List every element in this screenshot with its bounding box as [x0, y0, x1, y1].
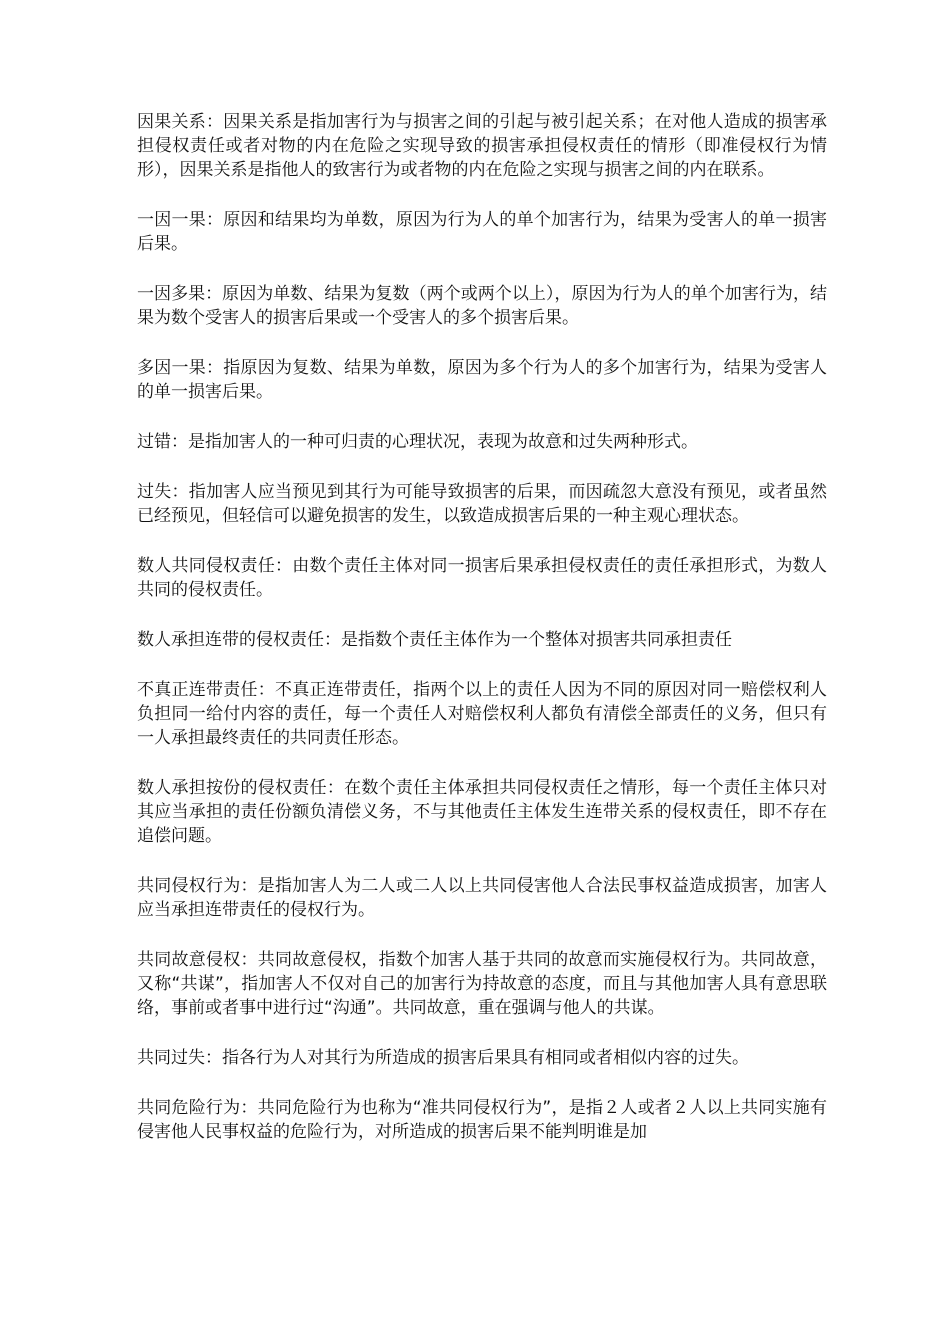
paragraph-joint-liability: 数人共同侵权责任：由数个责任主体对同一损害后果承担侵权责任的责任承担形式，为数人共同的侵权责任。 — [137, 556, 827, 600]
paragraph-one-cause-many-effects: 一因多果：原因为单数、结果为复数（两个或两个以上），原因为行为人的单个加害行为，结果为数个受害人的损害后果或一个受害人的多个损害后果。 — [137, 284, 827, 328]
paragraph-many-causes-one-effect: 多因一果：指原因为复数、结果为单数，原因为多个行为人的多个加害行为，结果为受害人的单一损害后果。 — [137, 358, 827, 402]
paragraph-causation: 因果关系：因果关系是指加害行为与损害之间的引起与被引起关系；在对他人造成的损害承担侵权责任或者对物的内在危险之实现导致的损害承担侵权责任的情形（即准侵权行为情形），因果关系是指他人的致害行为或者物的内在危险之实现与损害之间的内在联系。 — [137, 112, 827, 180]
paragraph-joint-tort: 共同侵权行为：是指加害人为二人或二人以上共同侵害他人合法民事权益造成损害，加害人应当承担连带责任的侵权行为。 — [137, 876, 827, 920]
paragraph-joint-negligence: 共同过失：指各行为人对其行为所造成的损害后果具有相同或者相似内容的过失。 — [137, 1048, 749, 1068]
paragraph-one-cause-one-effect: 一因一果：原因和结果均为单数，原因为行为人的单个加害行为，结果为受害人的单一损害后果。 — [137, 210, 827, 254]
paragraph-joint-intentional-tort: 共同故意侵权：共同故意侵权，指数个加害人基于共同的故意而实施侵权行为。共同故意，又称“共谋”，指加害人不仅对自己的加害行为持故意的态度，而且与其他加害人具有意思联络，事前或者事中进行过“沟通”。共同故意，重在强调与他人的共谋。 — [137, 950, 827, 1018]
paragraph-joint-several-liability: 数人承担连带的侵权责任：是指数个责任主体作为一个整体对损害共同承担责任 — [137, 630, 732, 650]
paragraph-non-genuine-joint-liability: 不真正连带责任：不真正连带责任，指两个以上的责任人因为不同的原因对同一赔偿权利人负担同一给付内容的责任，每一个责任人对赔偿权利人都负有清偿全部责任的义务，但只有一人承担最终责任的共同责任形态。 — [137, 680, 827, 748]
paragraph-proportionate-liability: 数人承担按份的侵权责任：在数个责任主体承担共同侵权责任之情形，每一个责任主体只对其应当承担的责任份额负清偿义务，不与其他责任主体发生连带关系的侵权责任，即不存在追偿问题。 — [137, 778, 827, 846]
document-page — [137, 110, 827, 1170]
paragraph-negligence: 过失：指加害人应当预见到其行为可能导致损害的后果，而因疏忽大意没有预见，或者虽然已经预见，但轻信可以避免损害的发生，以致造成损害后果的一种主观心理状态。 — [137, 482, 827, 526]
paragraph-joint-dangerous-act: 共同危险行为：共同危险行为也称为“准共同侵权行为”，是指２人或者２人以上共同实施有侵害他人民事权益的危险行为，对所造成的损害后果不能判明谁是加 — [137, 1098, 827, 1142]
paragraph-fault: 过错：是指加害人的一种可归责的心理状况，表现为故意和过失两种形式。 — [137, 432, 698, 452]
